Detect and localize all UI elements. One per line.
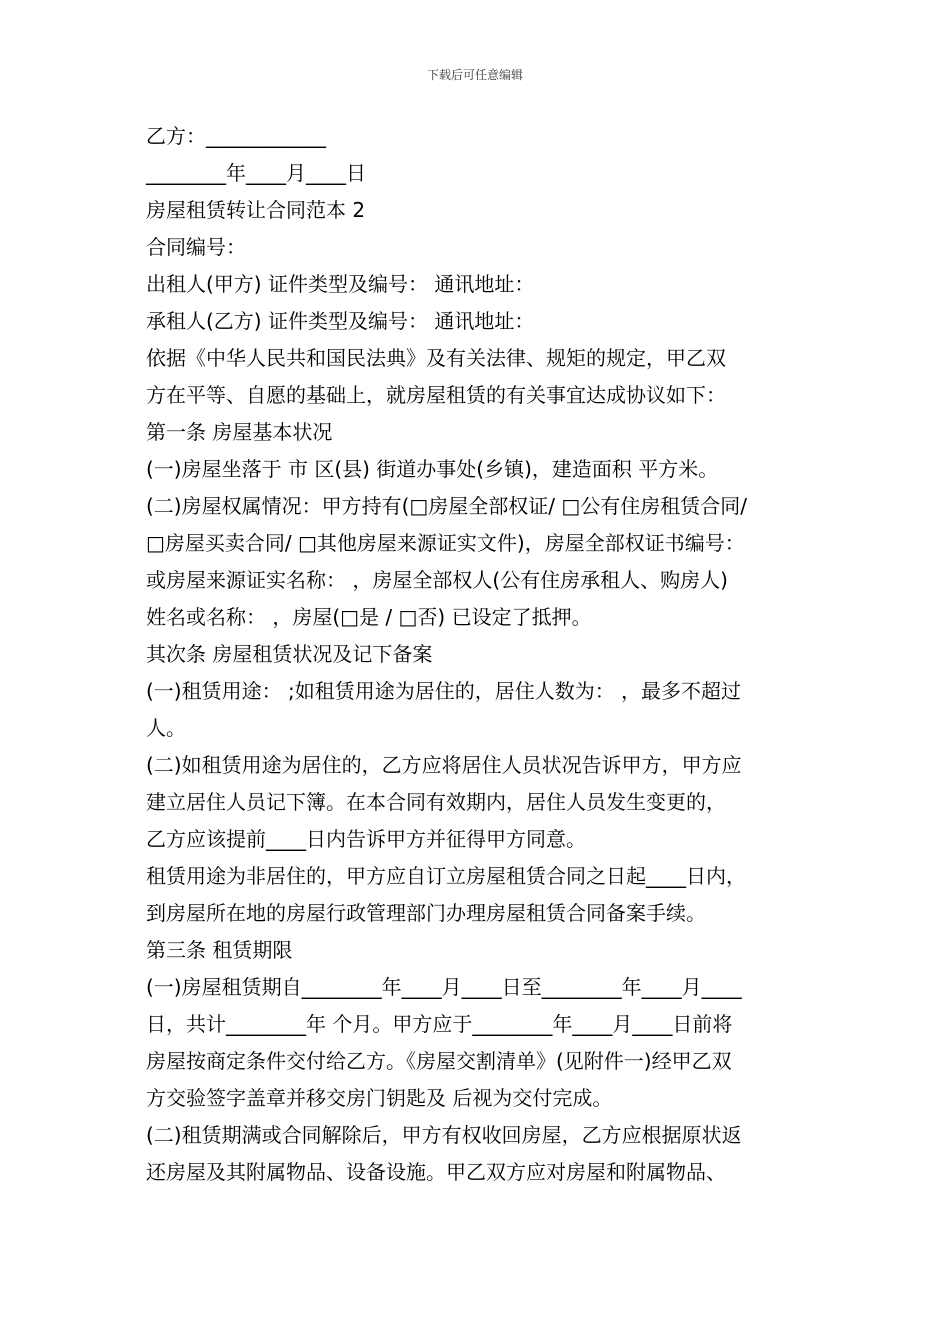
clause-line: 日，共计________年 个月。甲方应于________年____月____日前将 [146, 1012, 733, 1036]
clause-line: 方交验签字盖章并移交房门钥匙及 后视为交付完成。 [146, 1086, 613, 1110]
clause-line: 到房屋所在地的房屋行政管理部门办理房屋租赁合同备案手续。 [146, 901, 706, 925]
preamble-line: 方在平等、自愿的基础上，就房屋租赁的有关事宜达成协议如下： [146, 383, 726, 407]
clause-line: (二)租赁期满或合同解除后，甲方有权收回房屋，乙方应根据原状返 [146, 1123, 742, 1147]
clause-line: 建立居住人员记下簿。在本合同有效期内，居住人员发生变更的， [146, 790, 726, 814]
document-body [146, 118, 826, 1191]
lessee-line: 承租人(乙方) 证件类型及编号： 通讯地址： [146, 309, 535, 333]
preamble-line: 依据《中华人民共和国民法典》及有关法律、规矩的规定，甲乙双 [146, 346, 726, 370]
clause-line: (一)房屋坐落于 市 区(县) 街道办事处(乡镇)，建造面积 平方米。 [146, 457, 719, 481]
lessor-line: 出租人(甲方) 证件类型及编号： 通讯地址： [146, 272, 535, 296]
clause-line: (一)租赁用途： ;如租赁用途为居住的，居住人数为： ，最多不超过 [146, 679, 742, 703]
clause-line: (二)房屋权属情况：甲方持有(□房屋全部权证/ □公有住房租赁合同/ [146, 494, 748, 518]
clause-line: 还房屋及其附属物品、设备设施。甲乙双方应对房屋和附属物品、 [146, 1160, 726, 1184]
clause-line: 姓名或名称： ，房屋(□是 / □否) 已设定了抵押。 [146, 605, 592, 629]
article-heading: 其次条 房屋租赁状况及记下备案 [146, 642, 433, 666]
article-heading: 第一条 房屋基本状况 [146, 420, 333, 444]
article-heading: 第三条 租赁期限 [146, 938, 293, 962]
clause-line: 乙方应该提前____日内告诉甲方并征得甲方同意。 [146, 827, 586, 851]
page-header: 下载后可任意编辑 [426, 68, 523, 82]
contract-number: 合同编号： [146, 235, 246, 259]
clause-line: 租赁用途为非居住的，甲方应自订立房屋租赁合同之日起____日内， [146, 864, 746, 888]
party-b-line: 乙方：____________ [146, 124, 326, 148]
contract-title: 房屋租赁转让合同范本 2 [146, 198, 366, 222]
clause-line: 房屋按商定条件交付给乙方。《房屋交割清单》(见附件一)经甲乙双 [146, 1049, 732, 1073]
clause-line: □房屋买卖合同/ □其他房屋来源证实文件)，房屋全部权证书编号： [146, 531, 745, 555]
clause-line: (一)房屋租赁期自________年____月____日至________年____月____ [146, 975, 742, 999]
clause-line: (二)如租赁用途为居住的，乙方应将居住人员状况告诉甲方，甲方应 [146, 753, 742, 777]
clause-line: 或房屋来源证实名称： ，房屋全部权人(公有住房承租人、购房人) [146, 568, 728, 592]
date-line: ________年____月____日 [146, 161, 366, 185]
clause-line: 人。 [146, 716, 186, 740]
